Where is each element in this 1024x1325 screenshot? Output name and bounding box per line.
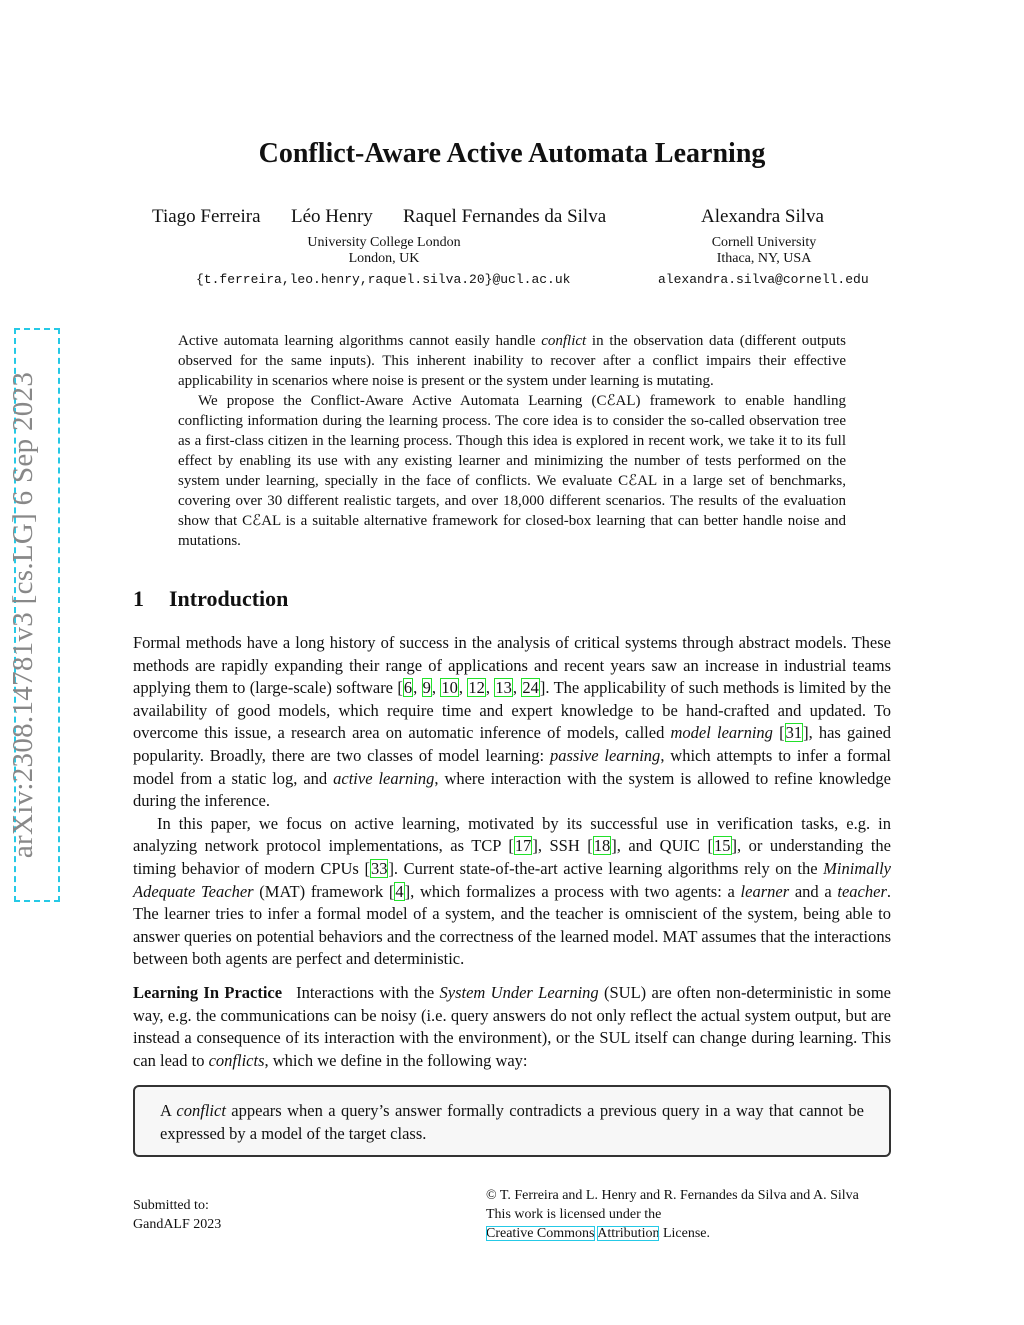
affiliation-name: Cornell University [711, 235, 817, 250]
section-heading [133, 586, 288, 612]
paragraph-heading: Learning In Practice [133, 983, 283, 1002]
intro-paragraph: In this paper, we focus on active learning, motivated by its successful use in verification tasks, e.g. in analyzing network protocol implementations, as TCP [17], SSH [18], and QUIC [15], or understanding the timing behavior of modern CPUs [33]. Current state-of-the-art active learning algorithms rely on the Minimally Adequate Teacher (MAT) framework [4], which formalizes a process with two agents: a learner and a teacher. The learner tries to infer a formal model of a system, and the teacher is omniscient of the system, being able to answer queries on potential behaviors and the correctness of the learned model. MAT assumes that the interactions between both agents are perfect and deterministic. [133, 813, 891, 969]
citation-link[interactable]: 12 [468, 678, 485, 698]
author-alexandra-silva: Alexandra Silva [701, 206, 824, 227]
intro-body [133, 632, 891, 971]
section-number: 1 [133, 586, 144, 611]
definition-box: A conflict appears when a query’s answer formally contradicts a previous query in a way that cannot be expressed by a model of the target class. [133, 1085, 891, 1157]
citation-link[interactable]: 24 [522, 678, 539, 698]
intro-paragraph: Formal methods have a long history of success in the analysis of critical systems through abstract models. These methods are rapidly expanding their range of applications and recent years saw an increase in industrial teams applying them to (large-scale) software [6, 9, 10, 12, 13, 24]. The applicability of such methods is limited by the availability of good models, which require time and expert knowledge to be hand-crafted and updated. To overcome this issue, a research area on automatic inference of models, called model learning [31], has gained popularity. Broadly, there are two classes of model learning: passive learning, which attempts to infer a formal model from a static log, and active learning, where interaction with the system is allowed to refine knowledge during the inference. [133, 633, 891, 811]
author-fernandes-da-silva: Raquel Fernandes da Silva [403, 206, 607, 227]
citation-link[interactable]: 17 [514, 836, 532, 856]
license-line: This work is licensed under the [486, 1207, 662, 1222]
venue-name: GandALF 2023 [133, 1217, 222, 1232]
affiliation-city: Ithaca, NY, USA [716, 251, 812, 266]
license-links-line: Creative Commons Attribution License. [486, 1226, 710, 1241]
email-cornell: alexandra.silva@cornell.edu [658, 272, 869, 287]
abstract [178, 331, 846, 551]
paper-title: Conflict-Aware Active Automata Learning [258, 138, 766, 169]
learning-in-practice-paragraph [133, 982, 891, 1072]
submitted-label: Submitted to: [133, 1198, 209, 1213]
citation-link[interactable]: 9 [422, 678, 431, 698]
copyright-block [486, 1186, 859, 1243]
citation-link[interactable]: 33 [370, 858, 388, 878]
author-henry: Léo Henry [291, 206, 373, 227]
submission-info [133, 1196, 221, 1234]
affiliation-ucl [224, 235, 544, 267]
author-ferreira: Tiago Ferreira [152, 206, 261, 227]
affiliation-city: London, UK [348, 251, 420, 266]
affiliation-cornell [664, 235, 864, 267]
section-title: Introduction [169, 586, 289, 611]
citation-link[interactable]: 6 [403, 678, 413, 698]
citation-link[interactable]: 18 [593, 836, 611, 856]
citation-link[interactable]: 31 [785, 723, 803, 743]
abstract-paragraph: Active automata learning algorithms cannot easily handle conflict in the observation data (different outputs observed for the same inputs). This inherent inability to recover after a conflict impairs their effective applicability in scenarios where noise is present or the system under learning is mutating. [178, 333, 846, 389]
arxiv-identifier[interactable]: arXiv:2308.14781v3 [cs.LG] 6 Sep 2023 [7, 371, 39, 859]
intro-paragraph: Learning In Practice Interactions with the System Under Learning (SUL) are often non-deterministic in some way, e.g. the communications can be noisy (i.e. query answers do not only reflect the actual system output, but are instead a consequence of its interaction with the environment), or the SUL itself can change during learning. This can lead to conflicts, which we define in the following way: [133, 983, 891, 1070]
license-link-attribution[interactable]: Attribution [597, 1226, 660, 1241]
citation-link[interactable]: 13 [495, 678, 512, 698]
citation-link[interactable]: 10 [441, 678, 458, 698]
email-ucl: {t.ferreira,leo.henry,raquel.silva.20}@ucl.ac.uk [196, 272, 571, 287]
citation-link[interactable]: 15 [714, 836, 731, 856]
license-link-creative-commons[interactable]: Creative Commons [486, 1226, 595, 1241]
copyright-line: © T. Ferreira and L. Henry and R. Fernandes da Silva and A. Silva [486, 1188, 859, 1203]
abstract-paragraph: We propose the Conflict-Aware Active Automata Learning (CℰAL) framework to enable handling conflicting information during the learning process. The core idea is to consider the so-called observation tree as a first-class citizen in the learning process. Though this idea is explored in recent work, we take it to its full effect by enabling its use with any existing learner and minimizing the number of tests performed on the system under learning, specially in the face of conflicts. We evaluate CℰAL in a large set of benchmarks, covering over 30 different realistic targets, and over 18,000 different scenarios. The results of the evaluation show that CℰAL is a suitable alternative framework for closed-box learning that can better handle noise and mutations. [178, 393, 846, 549]
affiliation-name: University College London [307, 235, 461, 250]
citation-link[interactable]: 4 [395, 881, 404, 901]
